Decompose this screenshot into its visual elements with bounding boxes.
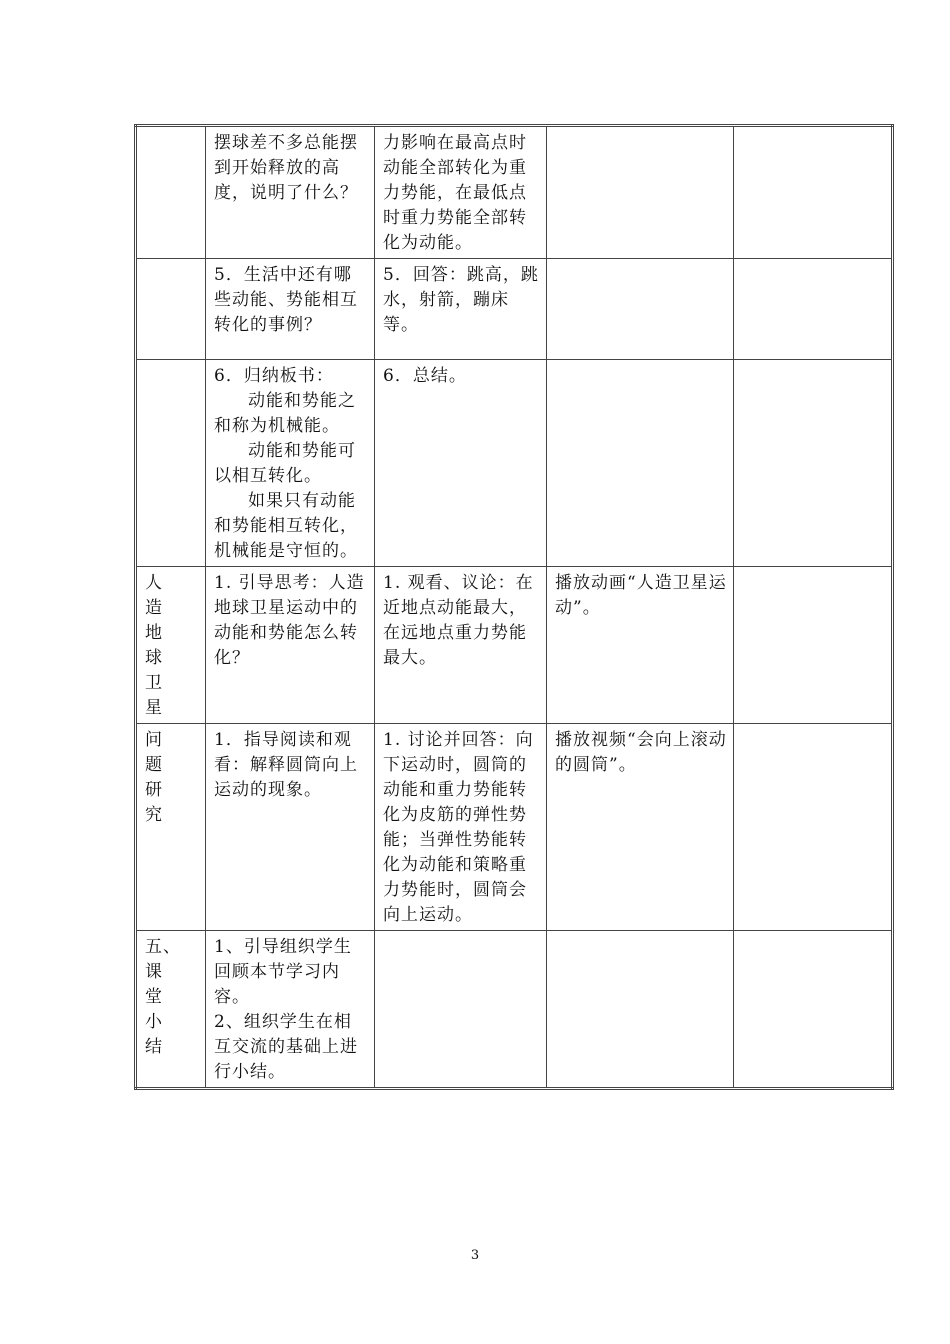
table-row (136, 360, 893, 567)
media-cell (547, 567, 734, 724)
section-label-class-summary: 五、 课 堂 小 结 (136, 931, 206, 1089)
student-text: 5．回答：跳高，跳水，射箭，蹦床等。 (383, 265, 539, 335)
media-text: 播放动画“人造卫星运动”。 (555, 573, 727, 618)
section-label-satellite: 人 造 地 球 卫 星 (136, 567, 206, 724)
section-label-problem-study: 问 题 研 究 (136, 724, 206, 931)
table-row (136, 259, 893, 360)
student-text: 1. 观看、议论：在近地点动能最大，在远地点重力势能最大。 (383, 573, 534, 668)
student-text: 1. 讨论并回答：向下运动时，圆筒的动能和重力势能转化为皮筋的弹性势能；当弹性势能转化为动能和策略重力势能时，圆筒会向上运动。 (383, 730, 534, 925)
student-activity-cell (375, 126, 547, 259)
table-row (136, 724, 893, 931)
media-cell (547, 126, 734, 259)
teacher-text: 1. 引导思考：人造地球卫星运动中的动能和势能怎么转化？ (214, 573, 365, 668)
media-text: 播放视频“会向上滚动的圆筒”。 (555, 730, 727, 775)
summary-point: 动能和势能之和称为机械能。 (214, 391, 356, 436)
section-cell (136, 360, 206, 567)
note-cell (734, 259, 893, 360)
teacher-text: 1．指导阅读和观看：解释圆筒向上运动的现象。 (214, 730, 358, 800)
teacher-text: 1、引导组织学生回顾本节学习内容。 (214, 937, 352, 1007)
student-activity-cell (375, 931, 547, 1089)
teacher-activity-cell (206, 126, 375, 259)
lesson-plan-table (134, 124, 894, 1090)
summary-point: 如果只有动能和势能相互转化，机械能是守恒的。 (214, 491, 358, 561)
section-cell (136, 259, 206, 360)
student-text: 力影响在最高点时动能全部转化为重力势能，在最低点时重力势能全部转化为动能。 (383, 133, 527, 253)
media-cell (547, 724, 734, 931)
page-number: 3 (470, 1248, 480, 1263)
note-cell (734, 567, 893, 724)
teacher-activity-cell (206, 724, 375, 931)
table-row (136, 126, 893, 259)
teacher-activity-cell (206, 931, 375, 1089)
section-cell (136, 126, 206, 259)
teacher-activity-cell (206, 567, 375, 724)
summary-heading: 6．归纳板书： (214, 366, 334, 386)
media-cell (547, 259, 734, 360)
teacher-text: 摆球差不多总能摆到开始释放的高度，说明了什么？ (214, 133, 358, 203)
student-activity-cell (375, 724, 547, 931)
student-activity-cell (375, 259, 547, 360)
note-cell (734, 126, 893, 259)
teacher-text: 2、组织学生在相互交流的基础上进行小结。 (214, 1012, 358, 1082)
summary-point: 动能和势能可以相互转化。 (214, 441, 356, 486)
note-cell (734, 724, 893, 931)
media-cell (547, 931, 734, 1089)
student-activity-cell (375, 567, 547, 724)
teacher-activity-cell (206, 259, 375, 360)
media-cell (547, 360, 734, 567)
student-text: 6．总结。 (383, 366, 467, 386)
table-row (136, 931, 893, 1089)
student-activity-cell (375, 360, 547, 567)
note-cell (734, 360, 893, 567)
table-row (136, 567, 893, 724)
teacher-activity-cell (206, 360, 375, 567)
teacher-text: 5．生活中还有哪些动能、势能相互转化的事例？ (214, 265, 358, 335)
note-cell (734, 931, 893, 1089)
